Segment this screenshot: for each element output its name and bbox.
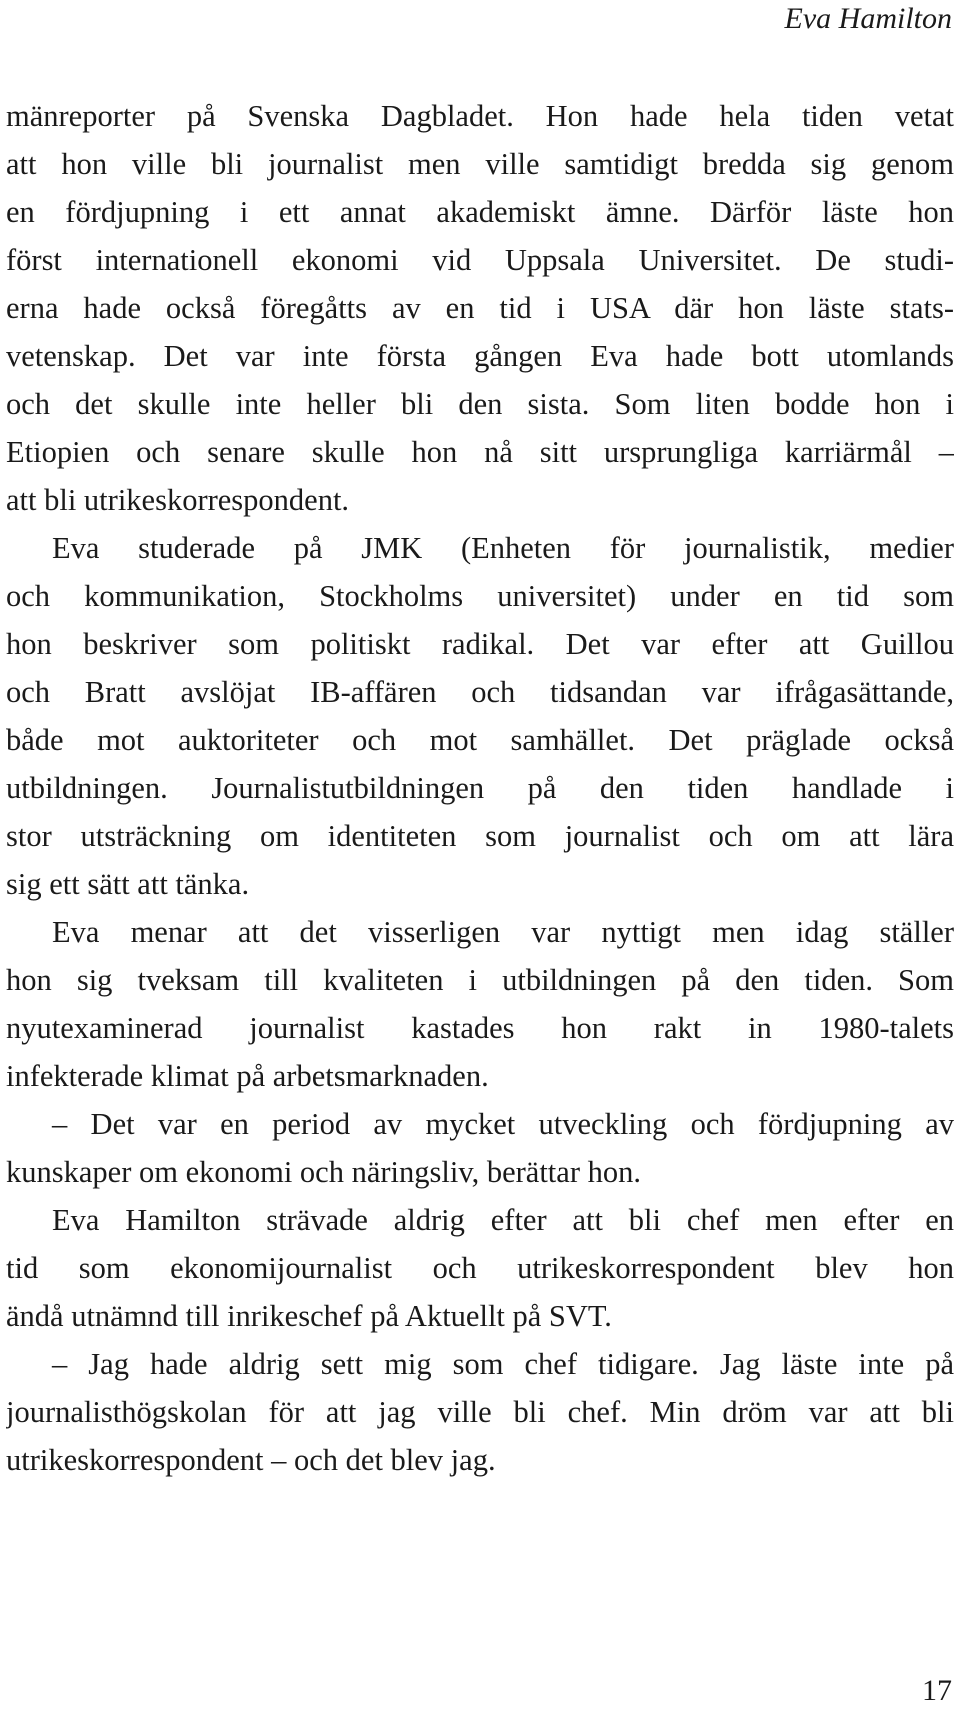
text-line: och kommunikation, Stockholms universitet) under en tid som	[6, 579, 954, 613]
text-line: sig ett sätt att tänka.	[6, 867, 250, 901]
text-line: en fördjupning i ett annat akademiskt ämne. Därför läste hon	[6, 195, 954, 229]
text-line: Etiopien och senare skulle hon nå sitt ursprungliga karriärmål –	[6, 435, 954, 469]
text-line: kunskaper om ekonomi och näringsliv, berättar hon.	[6, 1155, 641, 1189]
text-line: både mot auktoriteter och mot samhället. Det präglade också	[6, 723, 954, 757]
text-line: mänreporter på Svenska Dagbladet. Hon hade hela tiden vetat	[6, 99, 954, 133]
page-number: 17	[922, 1674, 952, 1707]
text-line: ändå utnämnd till inrikeschef på Aktuellt på SVT.	[6, 1299, 612, 1333]
text-line: infekterade klimat på arbetsmarknaden.	[6, 1059, 489, 1093]
text-line: stor utsträckning om identiteten som journalist och om att lära	[6, 819, 954, 853]
running-head: Eva Hamilton	[784, 2, 952, 35]
paragraph-start-line: Eva Hamilton strävade aldrig efter att bli chef men efter en	[52, 1203, 954, 1237]
text-line: nyutexaminerad journalist kastades hon rakt in 1980-talets	[6, 1011, 954, 1045]
text-line: hon sig tveksam till kvaliteten i utbildningen på den tiden. Som	[6, 963, 954, 997]
text-line: vetenskap. Det var inte första gången Eva hade bott utomlands	[6, 339, 954, 373]
paragraph-start-line: Eva menar att det visserligen var nyttigt men idag ställer	[52, 915, 954, 949]
text-line: och Bratt avslöjat IB-affären och tidsandan var ifrågasättande,	[6, 675, 954, 709]
text-line: först internationell ekonomi vid Uppsala Universitet. De studi-	[6, 243, 954, 277]
paragraph-start-line: – Jag hade aldrig sett mig som chef tidigare. Jag läste inte på	[52, 1347, 954, 1381]
text-line: erna hade också föregåtts av en tid i USA där hon läste stats-	[6, 291, 954, 325]
text-line: och det skulle inte heller bli den sista. Som liten bodde hon i	[6, 387, 954, 421]
text-line: journalisthögskolan för att jag ville bli chef. Min dröm var att bli	[6, 1395, 954, 1429]
text-line: tid som ekonomijournalist och utrikeskorrespondent blev hon	[6, 1251, 954, 1285]
paragraph-start-line: Eva studerade på JMK (Enheten för journalistik, medier	[52, 531, 954, 565]
text-line: utbildningen. Journalistutbildningen på den tiden handlade i	[6, 771, 954, 805]
body-text	[6, 92, 954, 1484]
text-line: att bli utrikeskorrespondent.	[6, 483, 350, 517]
text-line: hon beskriver som politiskt radikal. Det var efter att Guillou	[6, 627, 954, 661]
paragraph-start-line: – Det var en period av mycket utveckling och fördjupning av	[52, 1107, 954, 1141]
text-line: utrikeskorrespondent – och det blev jag.	[6, 1443, 496, 1477]
text-line: att hon ville bli journalist men ville samtidigt bredda sig genom	[6, 147, 954, 181]
